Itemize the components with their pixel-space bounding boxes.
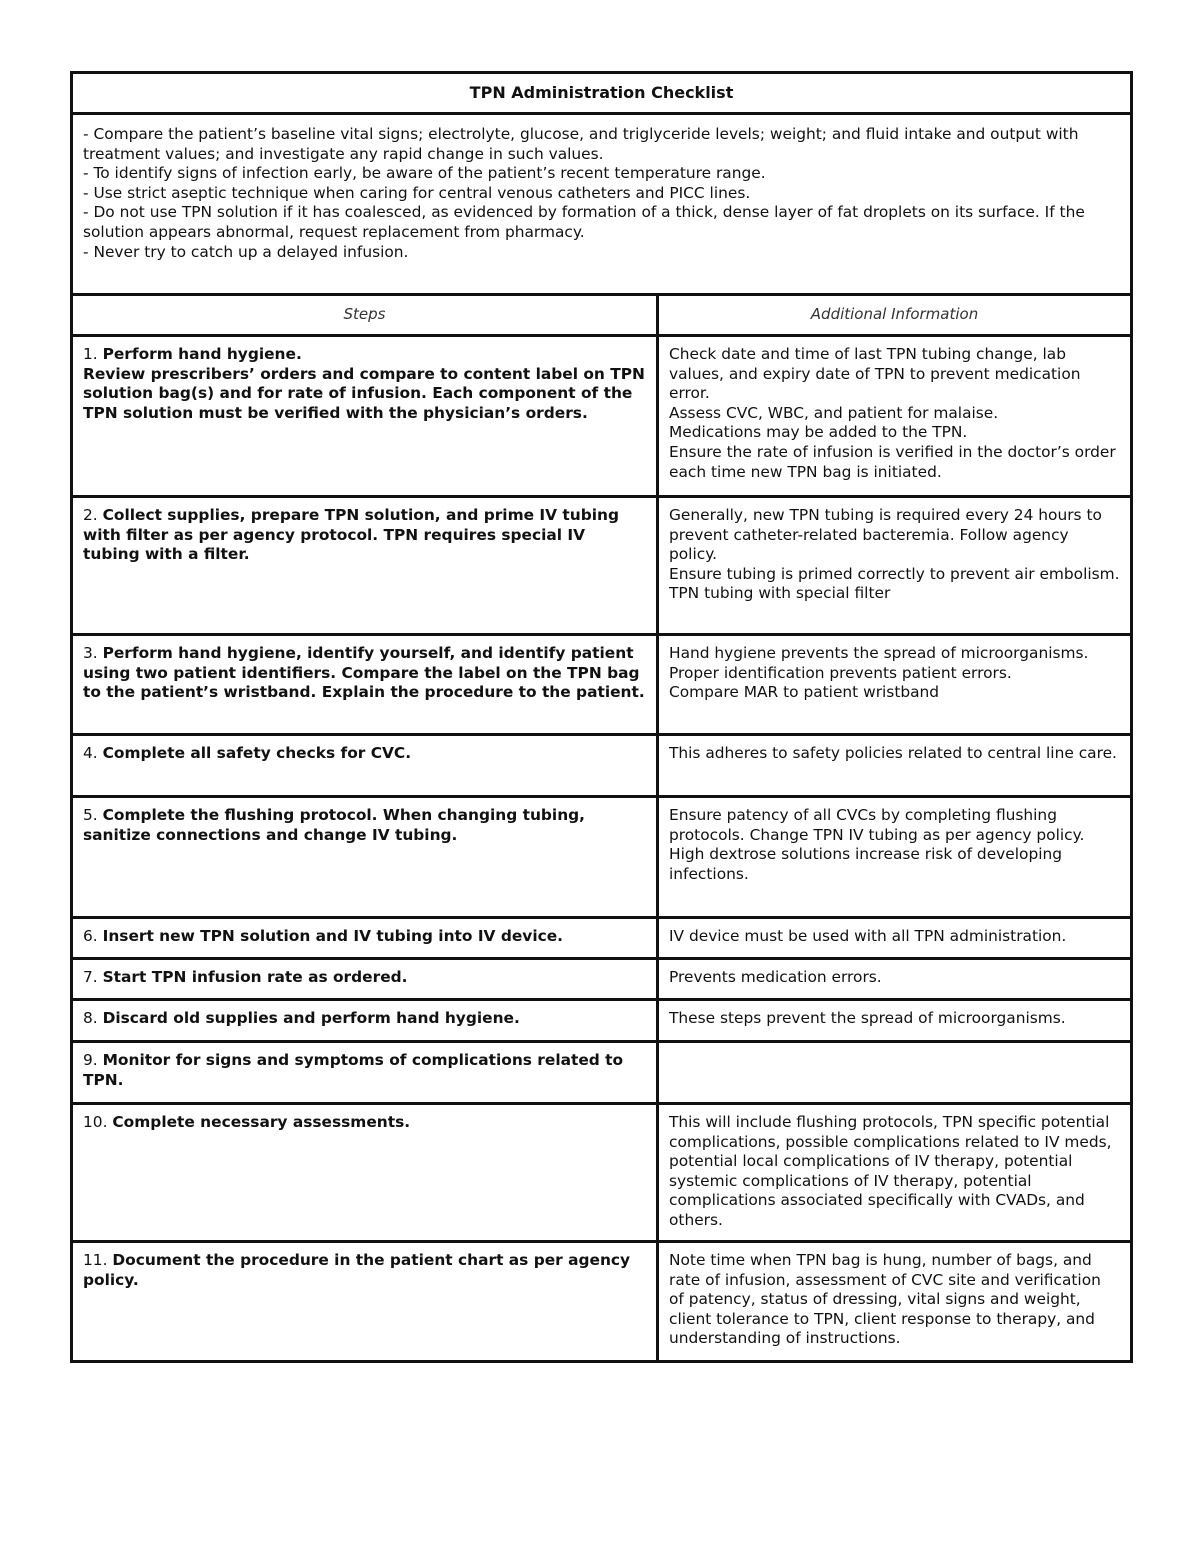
step-cell — [72, 1242, 658, 1362]
info-line: TPN tubing with special filter — [669, 584, 891, 603]
step-cell — [72, 918, 658, 959]
step-line — [83, 1251, 646, 1290]
step-number: 5. — [83, 806, 98, 824]
step-number: 4. — [83, 744, 98, 762]
info-cell — [658, 635, 1132, 735]
note-line: - Do not use TPN solution if it has coalesced, as evidenced by formation of a thick, dense layer of fat droplets on its surface. If the solution appears abnormal, request replacement from pharmacy. — [83, 203, 1085, 241]
info-line: This adheres to safety policies related to central line care. — [669, 744, 1117, 762]
step-line — [83, 644, 646, 703]
step-number: 6. — [83, 927, 98, 945]
info-line: Proper identification prevents patient errors. — [669, 663, 1012, 682]
info-line: These steps prevent the spread of microorganisms. — [669, 1009, 1066, 1027]
info-line: IV device must be used with all TPN administration. — [669, 927, 1067, 945]
table-row — [72, 1104, 1132, 1242]
table-row — [72, 735, 1132, 797]
step-line — [83, 345, 646, 365]
step-text: Discard old supplies and perform hand hygiene. — [102, 1009, 520, 1027]
step-line — [83, 1113, 646, 1133]
step-number: 9. — [83, 1051, 98, 1069]
table-row — [72, 1000, 1132, 1042]
info-cell — [658, 918, 1132, 959]
info-line: Medications may be added to the TPN. — [669, 423, 968, 442]
table-row — [72, 635, 1132, 735]
step-cell — [72, 497, 658, 635]
info-cell — [658, 497, 1132, 635]
info-line: Ensure the rate of infusion is verified in the doctor’s order each time new TPN bag is initiated. — [669, 442, 1116, 481]
info-cell — [658, 1042, 1132, 1104]
info-line: Check date and time of last TPN tubing change, lab values, and expiry date of TPN to prevent medication error. — [669, 345, 1081, 403]
step-cell — [72, 735, 658, 797]
step-cell — [72, 635, 658, 735]
step-number: 2. — [83, 506, 98, 524]
info-cell — [658, 1242, 1132, 1362]
steps-header: Steps — [72, 295, 658, 336]
checklist-title: TPN Administration Checklist — [72, 73, 1132, 114]
info-line: Prevents medication errors. — [669, 968, 882, 986]
step-text: Review prescribers’ orders and compare to content label on TPN solution bag(s) and for rate of infusion. Each component of the TPN solution must be verified with the physician’s orders. — [83, 364, 645, 422]
table-row — [72, 336, 1132, 497]
table-row — [72, 1042, 1132, 1104]
step-line — [83, 968, 646, 988]
step-text: Perform hand hygiene, identify yourself, and identify patient using two patient identifiers. Compare the label on the TPN bag to the patient’s wristband. Explain the procedure to the patient. — [83, 644, 645, 702]
step-text: Complete all safety checks for CVC. — [102, 744, 412, 762]
step-line — [83, 365, 646, 424]
step-number: 3. — [83, 644, 98, 662]
step-cell — [72, 336, 658, 497]
step-cell — [72, 1000, 658, 1042]
step-cell — [72, 1104, 658, 1242]
info-line: Ensure patency of all CVCs by completing flushing protocols. Change TPN IV tubing as per agency policy. — [669, 806, 1085, 844]
step-text: Start TPN infusion rate as ordered. — [102, 968, 408, 986]
step-cell — [72, 959, 658, 1000]
checklist-page — [70, 71, 1130, 1363]
table-row — [72, 1242, 1132, 1362]
note-line: - Use strict aseptic technique when caring for central venous catheters and PICC lines. — [83, 183, 751, 202]
notes-cell — [72, 114, 1132, 295]
step-text: Perform hand hygiene. — [102, 345, 302, 363]
additional-info-header: Additional Information — [658, 295, 1132, 336]
step-text: Monitor for signs and symptoms of complications related to TPN. — [83, 1051, 624, 1089]
step-number: 10. — [83, 1113, 108, 1131]
step-line — [83, 927, 646, 947]
info-cell — [658, 735, 1132, 797]
table-row — [72, 797, 1132, 918]
notes-row — [72, 114, 1132, 295]
table-row — [72, 497, 1132, 635]
step-line — [83, 806, 646, 845]
info-line: High dextrose solutions increase risk of developing infections. — [669, 845, 1063, 883]
info-line: Generally, new TPN tubing is required every 24 hours to prevent catheter-related bacteremia. Follow agency policy. — [669, 506, 1102, 564]
info-line: Hand hygiene prevents the spread of microorganisms. — [669, 644, 1089, 662]
step-number: 7. — [83, 968, 98, 986]
table-row — [72, 918, 1132, 959]
info-cell — [658, 797, 1132, 918]
step-cell — [72, 797, 658, 918]
info-cell — [658, 336, 1132, 497]
table-row — [72, 959, 1132, 1000]
info-line: Compare MAR to patient wristband — [669, 683, 940, 702]
note-line: - To identify signs of infection early, be aware of the patient’s recent temperature range. — [83, 164, 766, 183]
info-cell — [658, 1000, 1132, 1042]
step-text: Complete the flushing protocol. When changing tubing, sanitize connections and change IV tubing. — [83, 806, 586, 844]
note-line: - Never try to catch up a delayed infusion. — [83, 242, 409, 261]
step-number: 8. — [83, 1009, 98, 1027]
step-text: Collect supplies, prepare TPN solution, and prime IV tubing with filter as per agency protocol. TPN requires special IV tubing with a filter. — [83, 506, 619, 564]
info-line: Ensure tubing is primed correctly to prevent air embolism. — [669, 564, 1120, 583]
step-line — [83, 744, 646, 764]
step-number: 1. — [83, 345, 98, 363]
checklist-table — [70, 71, 1133, 1363]
title-row — [72, 73, 1132, 114]
step-line — [83, 506, 646, 565]
column-header-row — [72, 295, 1132, 336]
info-line: This will include flushing protocols, TPN specific potential complications, possible complications related to IV meds, potential local complications of IV therapy, potential systemic complications of IV therapy, potential complications associated specifically with CVADs, and others. — [669, 1113, 1112, 1229]
step-text: Document the procedure in the patient chart as per agency policy. — [83, 1251, 631, 1289]
step-text: Insert new TPN solution and IV tubing into IV device. — [102, 927, 563, 945]
step-line — [83, 1009, 646, 1029]
info-cell — [658, 1104, 1132, 1242]
step-number: 11. — [83, 1251, 108, 1269]
info-line: Assess CVC, WBC, and patient for malaise. — [669, 403, 999, 422]
info-cell — [658, 959, 1132, 1000]
step-cell — [72, 1042, 658, 1104]
note-line: - Compare the patient’s baseline vital signs; electrolyte, glucose, and triglyceride levels; weight; and fluid intake and output with treatment values; and investigate any rapid change in such values. — [83, 125, 1079, 163]
step-text: Complete necessary assessments. — [112, 1113, 411, 1131]
step-line — [83, 1051, 646, 1090]
info-line: Note time when TPN bag is hung, number of bags, and rate of infusion, assessment of CVC site and verification of patency, status of dressing, vital signs and weight, client tolerance to TPN, client response to therapy, and understanding of instructions. — [669, 1251, 1101, 1348]
